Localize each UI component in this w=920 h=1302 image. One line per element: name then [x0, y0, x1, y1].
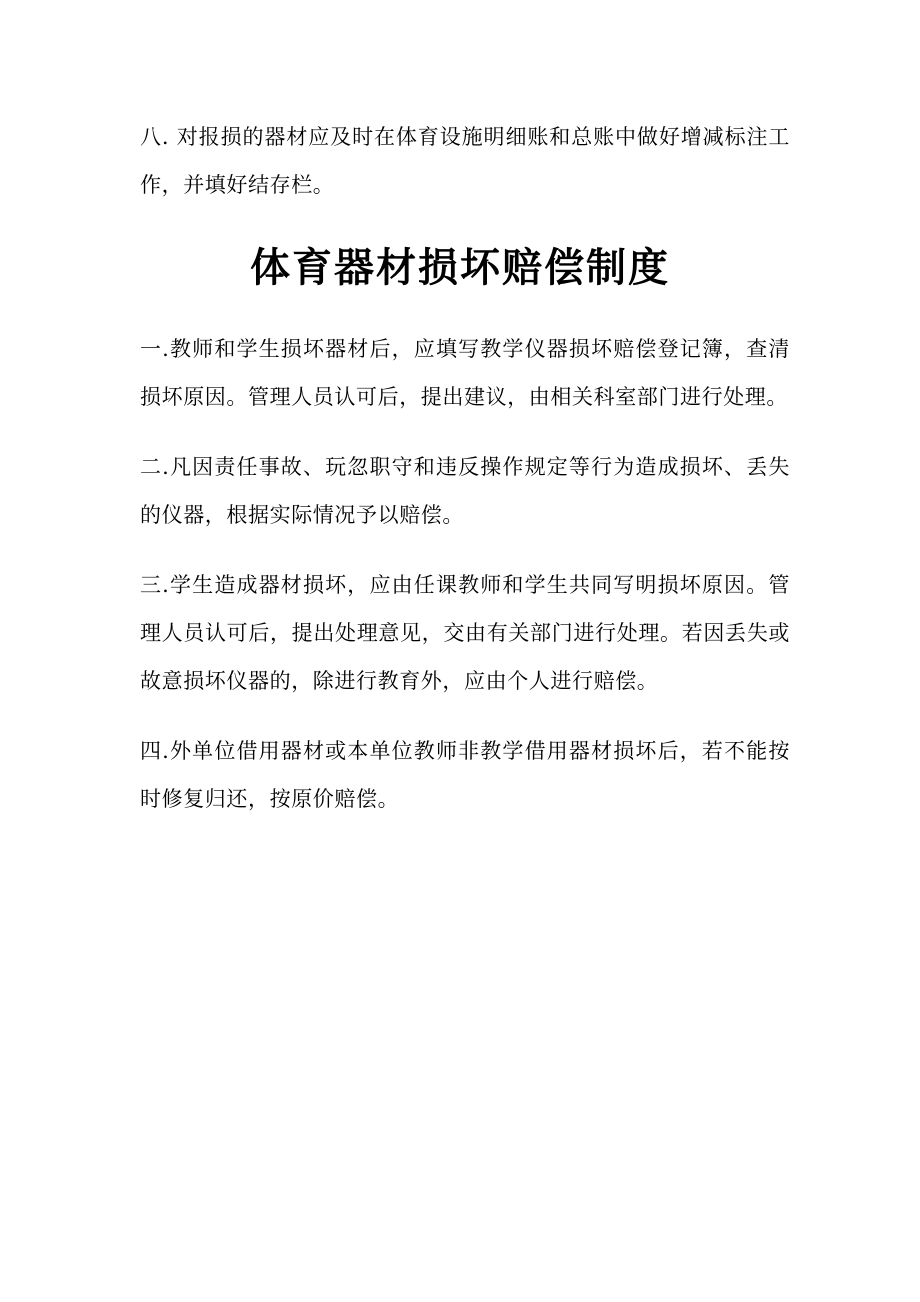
list-item: 四.外单位借用器材或本单位教师非教学借用器材损坏后，若不能按时修复归还，按原价赔偿。 — [140, 739, 790, 811]
list-item: 三.学生造成器材损坏，应由任课教师和学生共同写明损坏原因。管理人员认可后，提出处理意见，交由有关部门进行处理。若因丢失或故意损坏仪器的，除进行教育外，应由个人进行赔偿。 — [140, 573, 790, 693]
previous-section-item: 八. 对报损的器材应及时在体育设施明细账和总账中做好增减标注工作，并填好结存栏。 — [140, 125, 790, 197]
list-item: 一.教师和学生损坏器材后，应填写教学仪器损坏赔偿登记簿，查清损坏原因。管理人员认可后，提出建议，由相关科室部门进行处理。 — [140, 337, 790, 409]
page-title: 体育器材损坏赔偿制度 — [250, 245, 670, 291]
list-item: 二.凡因责任事故、玩忽职守和违反操作规定等行为造成损坏、丢失的仪器，根据实际情况予以赔偿。 — [140, 455, 790, 527]
